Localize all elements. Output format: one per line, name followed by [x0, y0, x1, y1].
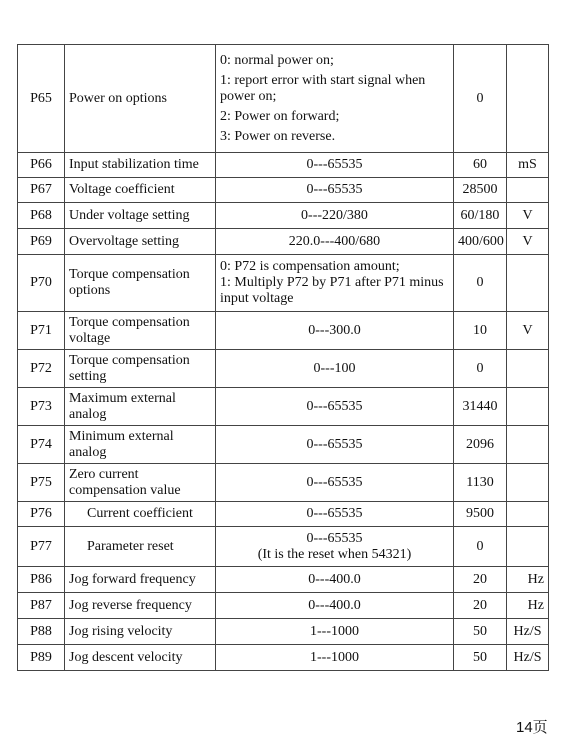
param-name: Jog reverse frequency: [65, 593, 216, 619]
table-row: [18, 203, 549, 229]
param-range: 0---100: [216, 350, 454, 388]
param-default: 20: [454, 593, 507, 619]
param-range: 1---1000: [216, 645, 454, 671]
param-code: P86: [18, 567, 65, 593]
param-name: Torque compensation voltage: [65, 312, 216, 350]
param-default: 400/600: [454, 229, 507, 255]
param-unit: [507, 388, 549, 426]
param-name: Under voltage setting: [65, 203, 216, 229]
range-option: 2: Power on forward;: [220, 108, 340, 124]
table-row: [18, 567, 549, 593]
param-code: P88: [18, 619, 65, 645]
param-default: 60: [454, 153, 507, 178]
table-row: [18, 619, 549, 645]
param-default: 28500: [454, 178, 507, 203]
param-default: 0: [454, 350, 507, 388]
param-name: Voltage coefficient: [65, 178, 216, 203]
param-unit: [507, 255, 549, 312]
param-range: 0---300.0: [216, 312, 454, 350]
param-default: 1130: [454, 464, 507, 502]
param-name: Zero current compensation value: [65, 464, 216, 502]
param-range: 1---1000: [216, 619, 454, 645]
param-range: 0---65535: [216, 388, 454, 426]
param-code: P65: [18, 45, 65, 153]
param-unit: Hz/S: [507, 645, 549, 671]
table-row: [18, 45, 549, 153]
param-name: Jog descent velocity: [65, 645, 216, 671]
param-range: 0---400.0: [216, 567, 454, 593]
param-code: P72: [18, 350, 65, 388]
table-row: [18, 426, 549, 464]
param-name: Power on options: [65, 45, 216, 153]
param-unit: [507, 350, 549, 388]
param-default: 2096: [454, 426, 507, 464]
parameter-table: [17, 44, 549, 671]
table-row: [18, 464, 549, 502]
table-row: [18, 527, 549, 567]
param-code: P87: [18, 593, 65, 619]
param-unit: V: [507, 203, 549, 229]
param-range: 0---220/380: [216, 203, 454, 229]
range-line: 0---65535: [306, 530, 363, 546]
param-name: Jog rising velocity: [65, 619, 216, 645]
range-option: 0: P72 is compensation amount;: [220, 259, 400, 274]
param-code: P89: [18, 645, 65, 671]
param-code: P66: [18, 153, 65, 178]
param-range: [216, 255, 454, 312]
param-code: P75: [18, 464, 65, 502]
range-line: (It is the reset when 54321): [257, 546, 412, 562]
table-row: [18, 645, 549, 671]
param-unit: [507, 464, 549, 502]
table-row: [18, 593, 549, 619]
param-code: P70: [18, 255, 65, 312]
param-name: Current coefficient: [65, 502, 216, 527]
param-default: 0: [454, 255, 507, 312]
range-option: 1: report error with start signal when power on;: [220, 72, 426, 104]
table-row: [18, 153, 549, 178]
param-unit: [507, 426, 549, 464]
param-unit: Hz: [507, 567, 549, 593]
param-range: 0---400.0: [216, 593, 454, 619]
param-name: Torque compensation options: [65, 255, 216, 312]
param-name: Minimum external analog: [65, 426, 216, 464]
param-code: P69: [18, 229, 65, 255]
param-default: 9500: [454, 502, 507, 527]
param-unit: V: [507, 229, 549, 255]
param-code: P67: [18, 178, 65, 203]
param-default: 20: [454, 567, 507, 593]
param-code: P71: [18, 312, 65, 350]
param-range: [216, 45, 454, 153]
param-unit: mS: [507, 153, 549, 178]
table-row: [18, 502, 549, 527]
table-row: [18, 350, 549, 388]
param-range: 0---65535: [216, 153, 454, 178]
table-row: [18, 255, 549, 312]
table-row: [18, 229, 549, 255]
param-range: 0---65535: [216, 464, 454, 502]
param-default: 31440: [454, 388, 507, 426]
param-default: 60/180: [454, 203, 507, 229]
param-range: 220.0---400/680: [216, 229, 454, 255]
range-option: 3: Power on reverse.: [220, 128, 336, 144]
range-option: 1: Multiply P72 by P71 after P71 minus input voltage: [220, 275, 444, 306]
range-option: 0: normal power on;: [220, 52, 334, 68]
page-number: 14页: [516, 719, 548, 736]
param-unit: [507, 45, 549, 153]
param-range: [216, 527, 454, 567]
table-row: [18, 178, 549, 203]
table-row: [18, 388, 549, 426]
param-default: 50: [454, 645, 507, 671]
param-range: 0---65535: [216, 178, 454, 203]
param-default: 50: [454, 619, 507, 645]
param-default: 10: [454, 312, 507, 350]
param-range: 0---65535: [216, 502, 454, 527]
param-code: P77: [18, 527, 65, 567]
param-name: Jog forward frequency: [65, 567, 216, 593]
param-name: Maximum external analog: [65, 388, 216, 426]
param-name: Input stabilization time: [65, 153, 216, 178]
param-code: P68: [18, 203, 65, 229]
param-code: P74: [18, 426, 65, 464]
param-default: 0: [454, 45, 507, 153]
param-unit: [507, 502, 549, 527]
param-name: Torque compensation setting: [65, 350, 216, 388]
param-unit: [507, 527, 549, 567]
param-unit: [507, 178, 549, 203]
param-unit: Hz: [507, 593, 549, 619]
table-row: [18, 312, 549, 350]
param-unit: Hz/S: [507, 619, 549, 645]
param-name: Parameter reset: [65, 527, 216, 567]
param-code: P73: [18, 388, 65, 426]
param-unit: V: [507, 312, 549, 350]
param-name: Overvoltage setting: [65, 229, 216, 255]
param-code: P76: [18, 502, 65, 527]
param-range: 0---65535: [216, 426, 454, 464]
param-default: 0: [454, 527, 507, 567]
